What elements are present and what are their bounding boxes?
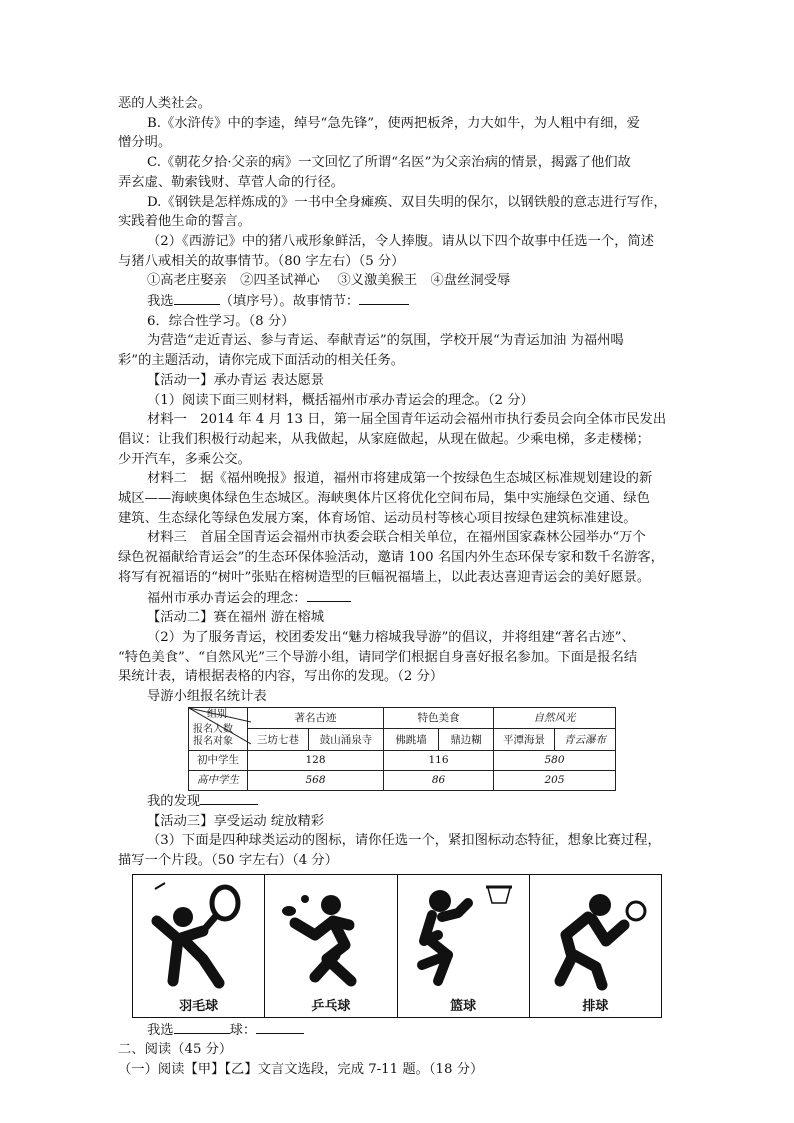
badminton-icon [143, 881, 253, 991]
sport-icon-cell[interactable] [265, 875, 397, 1017]
table-cell: 86 [384, 770, 494, 790]
material-1: 材料一 2014 年 4 月 13 日，第一届全国青年运动会福州市执行委员会向全体市民发出 [147, 412, 667, 428]
material-3-cont: 将写有祝福语的“树叶”张贴在榕树造型的巨幅祝福墙上，以此表达喜迎青运会的美好愿景。 [118, 569, 651, 585]
section-2-heading: 二、阅读（45 分） [118, 1042, 233, 1058]
question-2-activity: （2）为了服务青运，校团委发出“魅力榕城我导游”的倡议，并将组建“著名古迹”、 [147, 629, 635, 645]
material-2: 材料二 据《福州晚报》报道，福州市将建成第一个按绿色生态城区标准规划建设的新 [147, 471, 653, 487]
header-count-label: 报名人数 [193, 723, 233, 735]
answer-blank[interactable] [200, 791, 258, 805]
intro-text-cont: 彩”的主题活动，请你完成下面活动的相关任务。 [118, 353, 405, 369]
material-3: 材料三 首届全国青运会福州市执委会联合相关单位，在福州国家森林公园举办“万个 [147, 530, 646, 546]
answer-blank[interactable] [307, 588, 351, 602]
sub-header: 三坊七巷 [248, 729, 309, 751]
question-6: 6．综合性学习。（8 分） [147, 313, 295, 329]
answer-blank[interactable] [256, 1020, 304, 1034]
question-3-cont: 描写一个片段。（50 字左右）（4 分） [118, 852, 338, 868]
group-header: 自然风光 [494, 707, 616, 729]
option-b-cont: 憎分明。 [118, 135, 172, 151]
answer-line-1: 我选 （填序号）。故事情节： [118, 291, 678, 312]
volleyball-icon [540, 881, 650, 991]
text-line: 恶的人类社会。 [118, 96, 212, 111]
option-b: B.《水浒传》中的李逵，绰号“急先锋”，使两把板斧，力大如牛，为人粗中有细，爱 [147, 115, 640, 131]
option-c-cont: 弄玄虚、勒索钱财、草菅人命的行径。 [118, 174, 345, 190]
sub-header: 佛跳墙 [384, 729, 439, 751]
material-3-cont: 绿色祝福献给青运会”的生态环保体验活动，邀请 100 名国内外生态环保专家和数千名游客， [118, 550, 664, 566]
sport-icons-panel [132, 874, 662, 1018]
material-1-cont: 倡议：让我们积极行动起来，从我做起，从家庭做起，从现在做起。少乘电梯，多走楼梯； [118, 431, 650, 447]
header-target-label: 报名对象 [193, 735, 233, 747]
table-title: 导游小组报名统计表 [147, 689, 267, 705]
basketball-icon [408, 881, 518, 991]
question-2-activity-cont: 果统计表，请根据表格的内容，写出你的发现。（2 分） [118, 669, 444, 685]
activity-2-heading: 【活动二】赛在福州 游在榕城 [147, 610, 325, 626]
sport-icon-cell[interactable] [530, 875, 661, 1017]
sub-header: 鼓山涌泉寺 [309, 729, 384, 751]
sport-answer-line: 我选 球： [118, 1020, 678, 1041]
question-3: （3）下面是四种球类运动的图标，请你任选一个，紧扣图标动态特征，想象比赛过程， [147, 833, 661, 849]
question-2-activity-cont: “特色美食”、“自然风光”三个导游小组，请同学们根据自身喜好报名参加。下面是报名结 [118, 649, 638, 665]
activity-1-heading: 【活动一】承办青运 表达愿景 [147, 372, 325, 388]
signup-stats-table [188, 707, 616, 791]
answer-blank[interactable] [174, 291, 220, 305]
story-options: ①高老庄娶亲 ②四圣试禅心 ③义激美猴王 ④盘丝洞受辱 [147, 273, 511, 289]
section-2-subheading: （一）阅读【甲】【乙】文言文选段，完成 7-11 题。（18 分） [118, 1062, 484, 1078]
option-d: D.《钢铁是怎样炼成的》一书中全身瘫痪、双目失明的保尔，以钢铁般的意志进行写作， [147, 194, 667, 210]
answer-blank[interactable] [174, 1020, 230, 1034]
table-cell: 580 [494, 750, 616, 770]
sport-label: 乒乓球 [311, 998, 351, 1014]
idea-answer-line: 福州市承办青运会的理念： [118, 588, 678, 609]
sport-icon-cell[interactable] [133, 875, 265, 1017]
material-1-cont: 少开汽车，多乘公交。 [118, 451, 251, 467]
question-1: （1）阅读下面三则材料，概括福州市承办青运会的理念。（2 分） [147, 392, 534, 408]
sport-label: 排球 [582, 998, 609, 1014]
header-group-label: 组别 [207, 708, 227, 720]
option-c: C.《朝花夕拾·父亲的病》一文回忆了所谓“名医”为父亲治病的情景，揭露了他们故 [147, 155, 631, 171]
table-cell: 128 [248, 750, 384, 770]
material-2-cont: 建筑、生态绿化等绿色发展方案，体育场馆、运动员村等核心项目按绿色建筑标准建设。 [118, 510, 637, 526]
row-label: 初中学生 [189, 750, 248, 770]
material-2-cont: 城区——海峡奥体绿色生态城区。海峡奥体片区将优化空间布局，集中实施绿色交通、绿色 [118, 491, 650, 507]
intro-text: 为营造“走近青运、参与青运、奉献青运”的氛围，学校开展“为青运加油 为福州喝 [147, 333, 624, 349]
table-tennis-icon [275, 881, 385, 991]
answer-blank[interactable] [359, 291, 409, 305]
sub-header: 青云瀑布 [555, 729, 616, 751]
question-2: （2）《西游记》中的猪八戒形象鲜活，令人捧腹。请从以下四个故事中任选一个，简述 [147, 233, 655, 249]
table-cell: 205 [494, 770, 616, 790]
document-page [118, 94, 678, 1080]
option-d-cont: 实践着他生命的誓言。 [118, 214, 251, 230]
sport-label: 篮球 [450, 998, 477, 1014]
row-label: 高中学生 [189, 770, 248, 790]
sport-label: 羽毛球 [179, 998, 219, 1014]
finding-answer-line: 我的发现 [118, 791, 678, 812]
table-cell: 116 [384, 750, 494, 770]
sport-icon-cell[interactable] [398, 875, 530, 1017]
diagonal-header-cell [189, 707, 248, 750]
question-2-cont: 与猪八戒相关的故事情节。（80 字左右）（5 分） [118, 253, 405, 269]
table-cell: 568 [248, 770, 384, 790]
sub-header: 平潭海景 [494, 729, 555, 751]
group-header: 特色美食 [384, 707, 494, 729]
sub-header: 鼎边糊 [439, 729, 494, 751]
activity-3-heading: 【活动三】享受运动 绽放精彩 [147, 813, 325, 829]
group-header: 著名古迹 [248, 707, 384, 729]
